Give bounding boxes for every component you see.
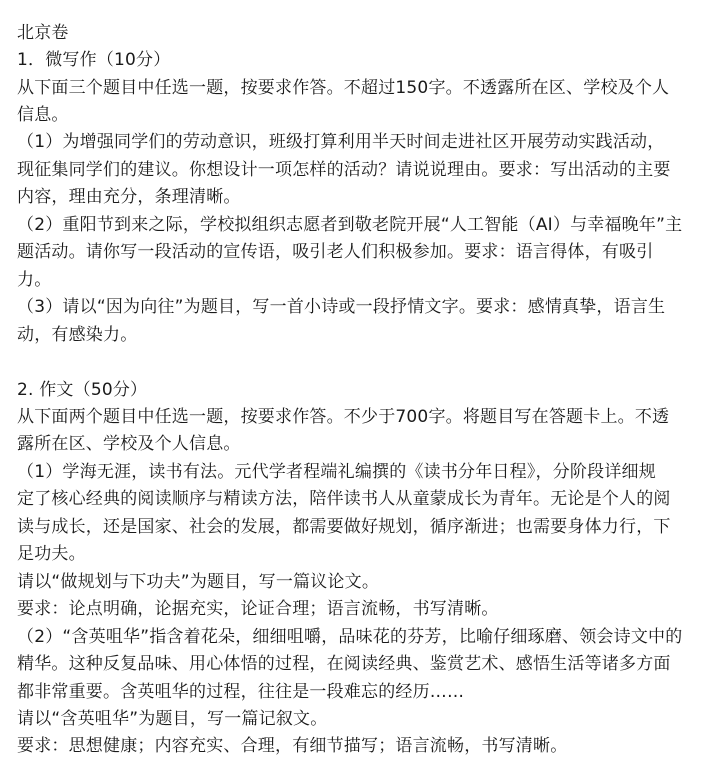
question-2-option-1-line-3: 读与成长，还是国家、社会的发展，都需要做好规划，循序渐进；也需要身体力行，下 (17, 517, 671, 537)
question-1-heading: 1．微写作（10分） (17, 50, 171, 70)
question-2-instruction-line-1: 从下面两个题目中任选一题，按要求作答。不少于700字。将题目写在答题卡上。不透 (17, 407, 670, 427)
section-title: 北京卷 (17, 23, 69, 43)
question-1-option-2-line-1: （2）重阳节到来之际，学校拟组织志愿者到敬老院开展“人工智能（AI）与幸福晚年”主 (17, 215, 683, 235)
question-2-option-1-requirements: 要求：论点明确，论据充实，论证合理；语言流畅，书写清晰。 (17, 599, 499, 619)
question-2-option-1-prompt: 请以“做规划与下功夫”为题目，写一篇议论文。 (17, 572, 380, 592)
question-2-option-2-line-3: 都非常重要。含英咀华的过程，往往是一段难忘的经历…… (17, 682, 465, 702)
question-1-option-3-line-2: 动，有感染力。 (17, 325, 138, 345)
question-2-option-2-line-1: （2）“含英咀华”指含着花朵，细细咀嚼，品味花的芬芳，比喻仔细琢磨、领会诗文中的 (17, 627, 683, 647)
question-2-heading: 2. 作文（50分） (17, 380, 148, 400)
question-1-instruction-line-1: 从下面三个题目中任选一题，按要求作答。不超过150字。不透露所在区、学校及个人 (17, 78, 670, 98)
question-2-option-1-line-2: 定了核心经典的阅读顺序与精读方法，陪伴读书人从童蒙成长为青年。无论是个人的阅 (17, 489, 671, 509)
question-1-option-1-line-2: 现征集同学们的建议。你想设计一项怎样的活动？请说说理由。要求：写出活动的主要 (17, 160, 671, 180)
question-1-instruction-line-2: 信息。 (17, 105, 69, 125)
question-2-option-2-line-2: 精华。这种反复品味、用心体悟的过程，在阅读经典、鉴赏艺术、感悟生活等诸多方面 (17, 654, 671, 674)
question-1-option-2-line-3: 力。 (17, 270, 52, 290)
question-2-option-2-prompt: 请以“含英咀华”为题目，写一篇记叙文。 (17, 709, 328, 729)
question-2-instruction-line-2: 露所在区、学校及个人信息。 (17, 434, 241, 454)
question-1-option-3-line-1: （3）请以“因为向往”为题目，写一首小诗或一段抒情文字。要求：感情真挚，语言生 (17, 297, 666, 317)
question-1-option-1-line-3: 内容，理由充分，条理清晰。 (17, 187, 241, 207)
question-2-option-1-line-1: （1）学海无涯，读书有法。元代学者程端礼编撰的《读书分年日程》，分阶段详细规 (17, 462, 656, 482)
question-1-option-2-line-2: 题活动。请你写一段活动的宣传语，吸引老人们积极参加。要求：语言得体，有吸引 (17, 242, 654, 262)
question-1-option-1-line-1: （1）为增强同学们的劳动意识，班级打算利用半天时间走进社区开展劳动实践活动， (17, 132, 665, 152)
question-2-option-1-line-4: 足功夫。 (17, 544, 86, 564)
question-2-option-2-requirements: 要求：思想健康；内容充实、合理，有细节描写；语言流畅，书写清晰。 (17, 736, 568, 756)
